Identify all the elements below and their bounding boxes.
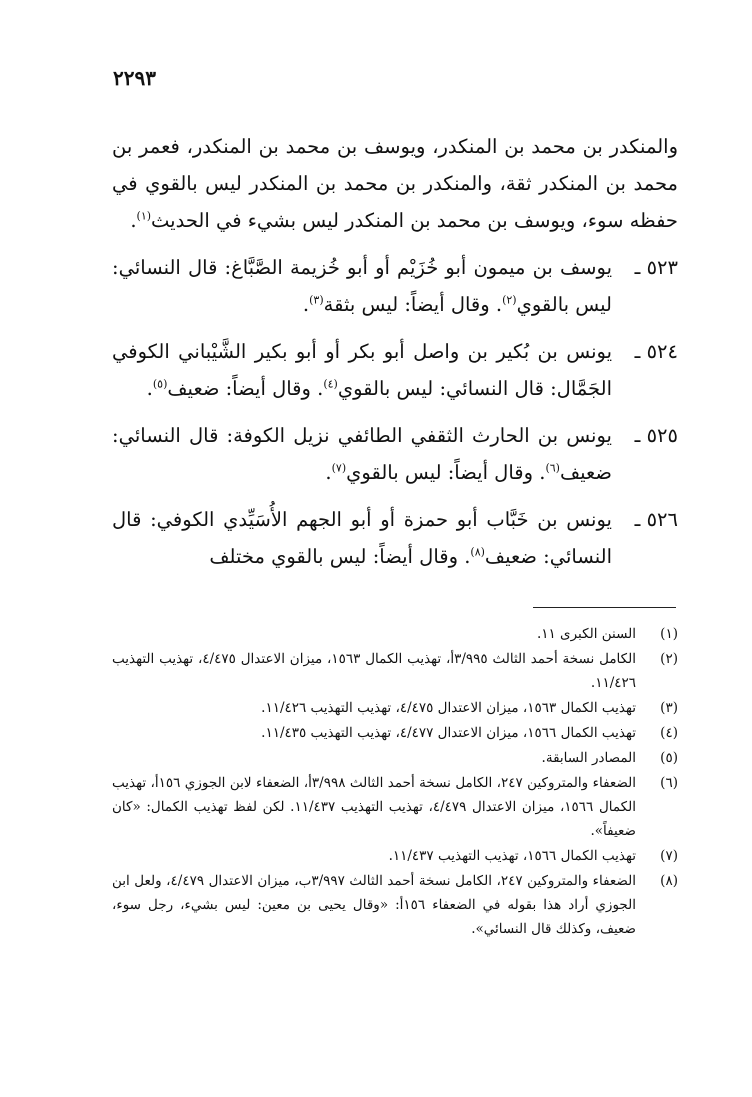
entry-text: . xyxy=(302,293,310,316)
footnote-number: (٢) xyxy=(660,651,678,667)
footnote-ref[interactable]: (٦) xyxy=(545,461,560,475)
entry-text: يوسف بن ميمون أبو خُزَيْم أو أبو خُزيمة الصَّبَّاغ: قال النسائي: ليس بالقوي xyxy=(112,256,612,316)
entry-525 xyxy=(112,417,678,491)
footnote-text: تهذيب الكمال ١٥٦٣، ميزان الاعتدال ٤/٤٧٥، تهذيب التهذيب ١١/٤٢٦. xyxy=(261,700,636,716)
entry-number: ٥٢٦ ـ xyxy=(634,508,678,531)
footnote-number: (١) xyxy=(660,626,678,642)
footnote-number: (٨) xyxy=(660,873,678,889)
footnote-number: (٧) xyxy=(660,848,678,864)
footnote-ref[interactable]: (٤) xyxy=(323,377,338,391)
footnote-item xyxy=(112,647,678,695)
footnote-text: تهذيب الكمال ١٥٦٦، ميزان الاعتدال ٤/٤٧٧، تهذيب التهذيب ١١/٤٣٥. xyxy=(261,725,636,741)
footnote-item xyxy=(112,869,678,941)
entry-text: . xyxy=(146,377,153,400)
entry-number: ٥٢٣ ـ xyxy=(634,256,678,279)
footnote-ref[interactable]: (٧) xyxy=(331,461,347,475)
entry-526 xyxy=(112,501,678,575)
footnote-text: السنن الكبرى ١١. xyxy=(536,626,636,642)
footnote-ref[interactable]: (١) xyxy=(136,209,152,223)
page-number: ٢٢٩٣ xyxy=(113,66,156,90)
intro-text: والمنكدر بن محمد بن المنكدر، ويوسف بن محمد بن المنكدر، فعمر بن محمد بن المنكدر ثقة، والمنكدر بن محمد بن المنكدر ليس بالقوي في حفظه سوء، ويوسف بن محمد بن المنكدر ليس بشيء في الحديث xyxy=(112,135,678,232)
entry-text: يونس بن خَبَّاب أبو حمزة أو أبو الجهم الأُسَيِّدي الكوفي: قال النسائي: ضعيف xyxy=(112,508,612,568)
footnote-item xyxy=(112,622,678,646)
footnote-text: المصادر السابقة. xyxy=(541,750,636,766)
footnote-number: (٥) xyxy=(660,750,678,766)
entry-text: . وقال أيضاً: ليس بالقوي مختلف xyxy=(209,545,471,568)
entry-text: . xyxy=(325,461,332,484)
entry-number: ٥٢٥ ـ xyxy=(634,424,678,447)
footnote-item xyxy=(112,746,678,770)
entry-text: . وقال أيضاً: ضعيف xyxy=(167,377,324,400)
footnote-item xyxy=(112,844,678,868)
footnote-text: تهذيب الكمال ١٥٦٦، تهذيب التهذيب ١١/٤٣٧. xyxy=(388,848,636,864)
footnote-number: (٣) xyxy=(660,700,678,716)
main-text xyxy=(112,128,678,575)
footnote-text: الكامل نسخة أحمد الثالث ٣/٩٩٥أ، تهذيب الكمال ١٥٦٣، ميزان الاعتدال ٤/٤٧٥، تهذيب التهذيب ١١/٤٢٦. xyxy=(112,651,636,691)
footnote-number: (٦) xyxy=(660,775,678,791)
footnote-number: (٤) xyxy=(660,725,678,741)
entry-text: يونس بن بُكير بن واصل أبو بكر أو أبو بكير الشَّيْباني الكوفي الجَمَّال: قال النسائي: ليس بالقوي xyxy=(112,340,612,400)
footnote-ref[interactable]: (٥) xyxy=(152,377,168,391)
footnote-separator xyxy=(533,607,676,608)
entry-text: يونس بن الحارث الثقفي الطائفي نزيل الكوفة: قال النسائي: ضعيف xyxy=(112,424,612,484)
footnote-text: الضعفاء والمتروكين ٢٤٧، الكامل نسخة أحمد الثالث ٣/٩٩٧ب، ميزان الاعتدال ٤/٤٧٩، ولعل ابن الجوزي أراد هذا بقوله في الضعفاء ١٥٦أ: «وقال يحيى بن معين: ليس بشيء، رجل سوء، ضعيف، وكذلك قال النسائي». xyxy=(112,873,636,937)
entry-text: . وقال أيضاً: ليس بثقة xyxy=(323,293,503,316)
footnote-item xyxy=(112,721,678,745)
footnote-text: الضعفاء والمتروكين ٢٤٧، الكامل نسخة أحمد الثالث ٣/٩٩٨أ، الضعفاء لابن الجوزي ١٥٦أ، تهذيب الكمال ١٥٦٦، ميزان الاعتدال ٤/٤٧٩، تهذيب التهذيب ١١/٤٣٧. لكن لفظ تهذيب الكمال: «كان ضعيفاً». xyxy=(112,775,636,839)
entry-number: ٥٢٤ ـ xyxy=(634,340,678,363)
intro-paragraph xyxy=(112,128,678,239)
footnote-ref[interactable]: (٨) xyxy=(470,545,485,559)
footnote-item xyxy=(112,771,678,843)
footnotes xyxy=(112,622,678,942)
footnote-item xyxy=(112,696,678,720)
entry-523 xyxy=(112,249,678,323)
intro-end: . xyxy=(130,209,137,232)
footnote-ref[interactable]: (٢) xyxy=(502,293,517,307)
entry-text: . وقال أيضاً: ليس بالقوي xyxy=(346,461,546,484)
entry-524 xyxy=(112,333,678,407)
footnote-ref[interactable]: (٣) xyxy=(309,293,324,307)
